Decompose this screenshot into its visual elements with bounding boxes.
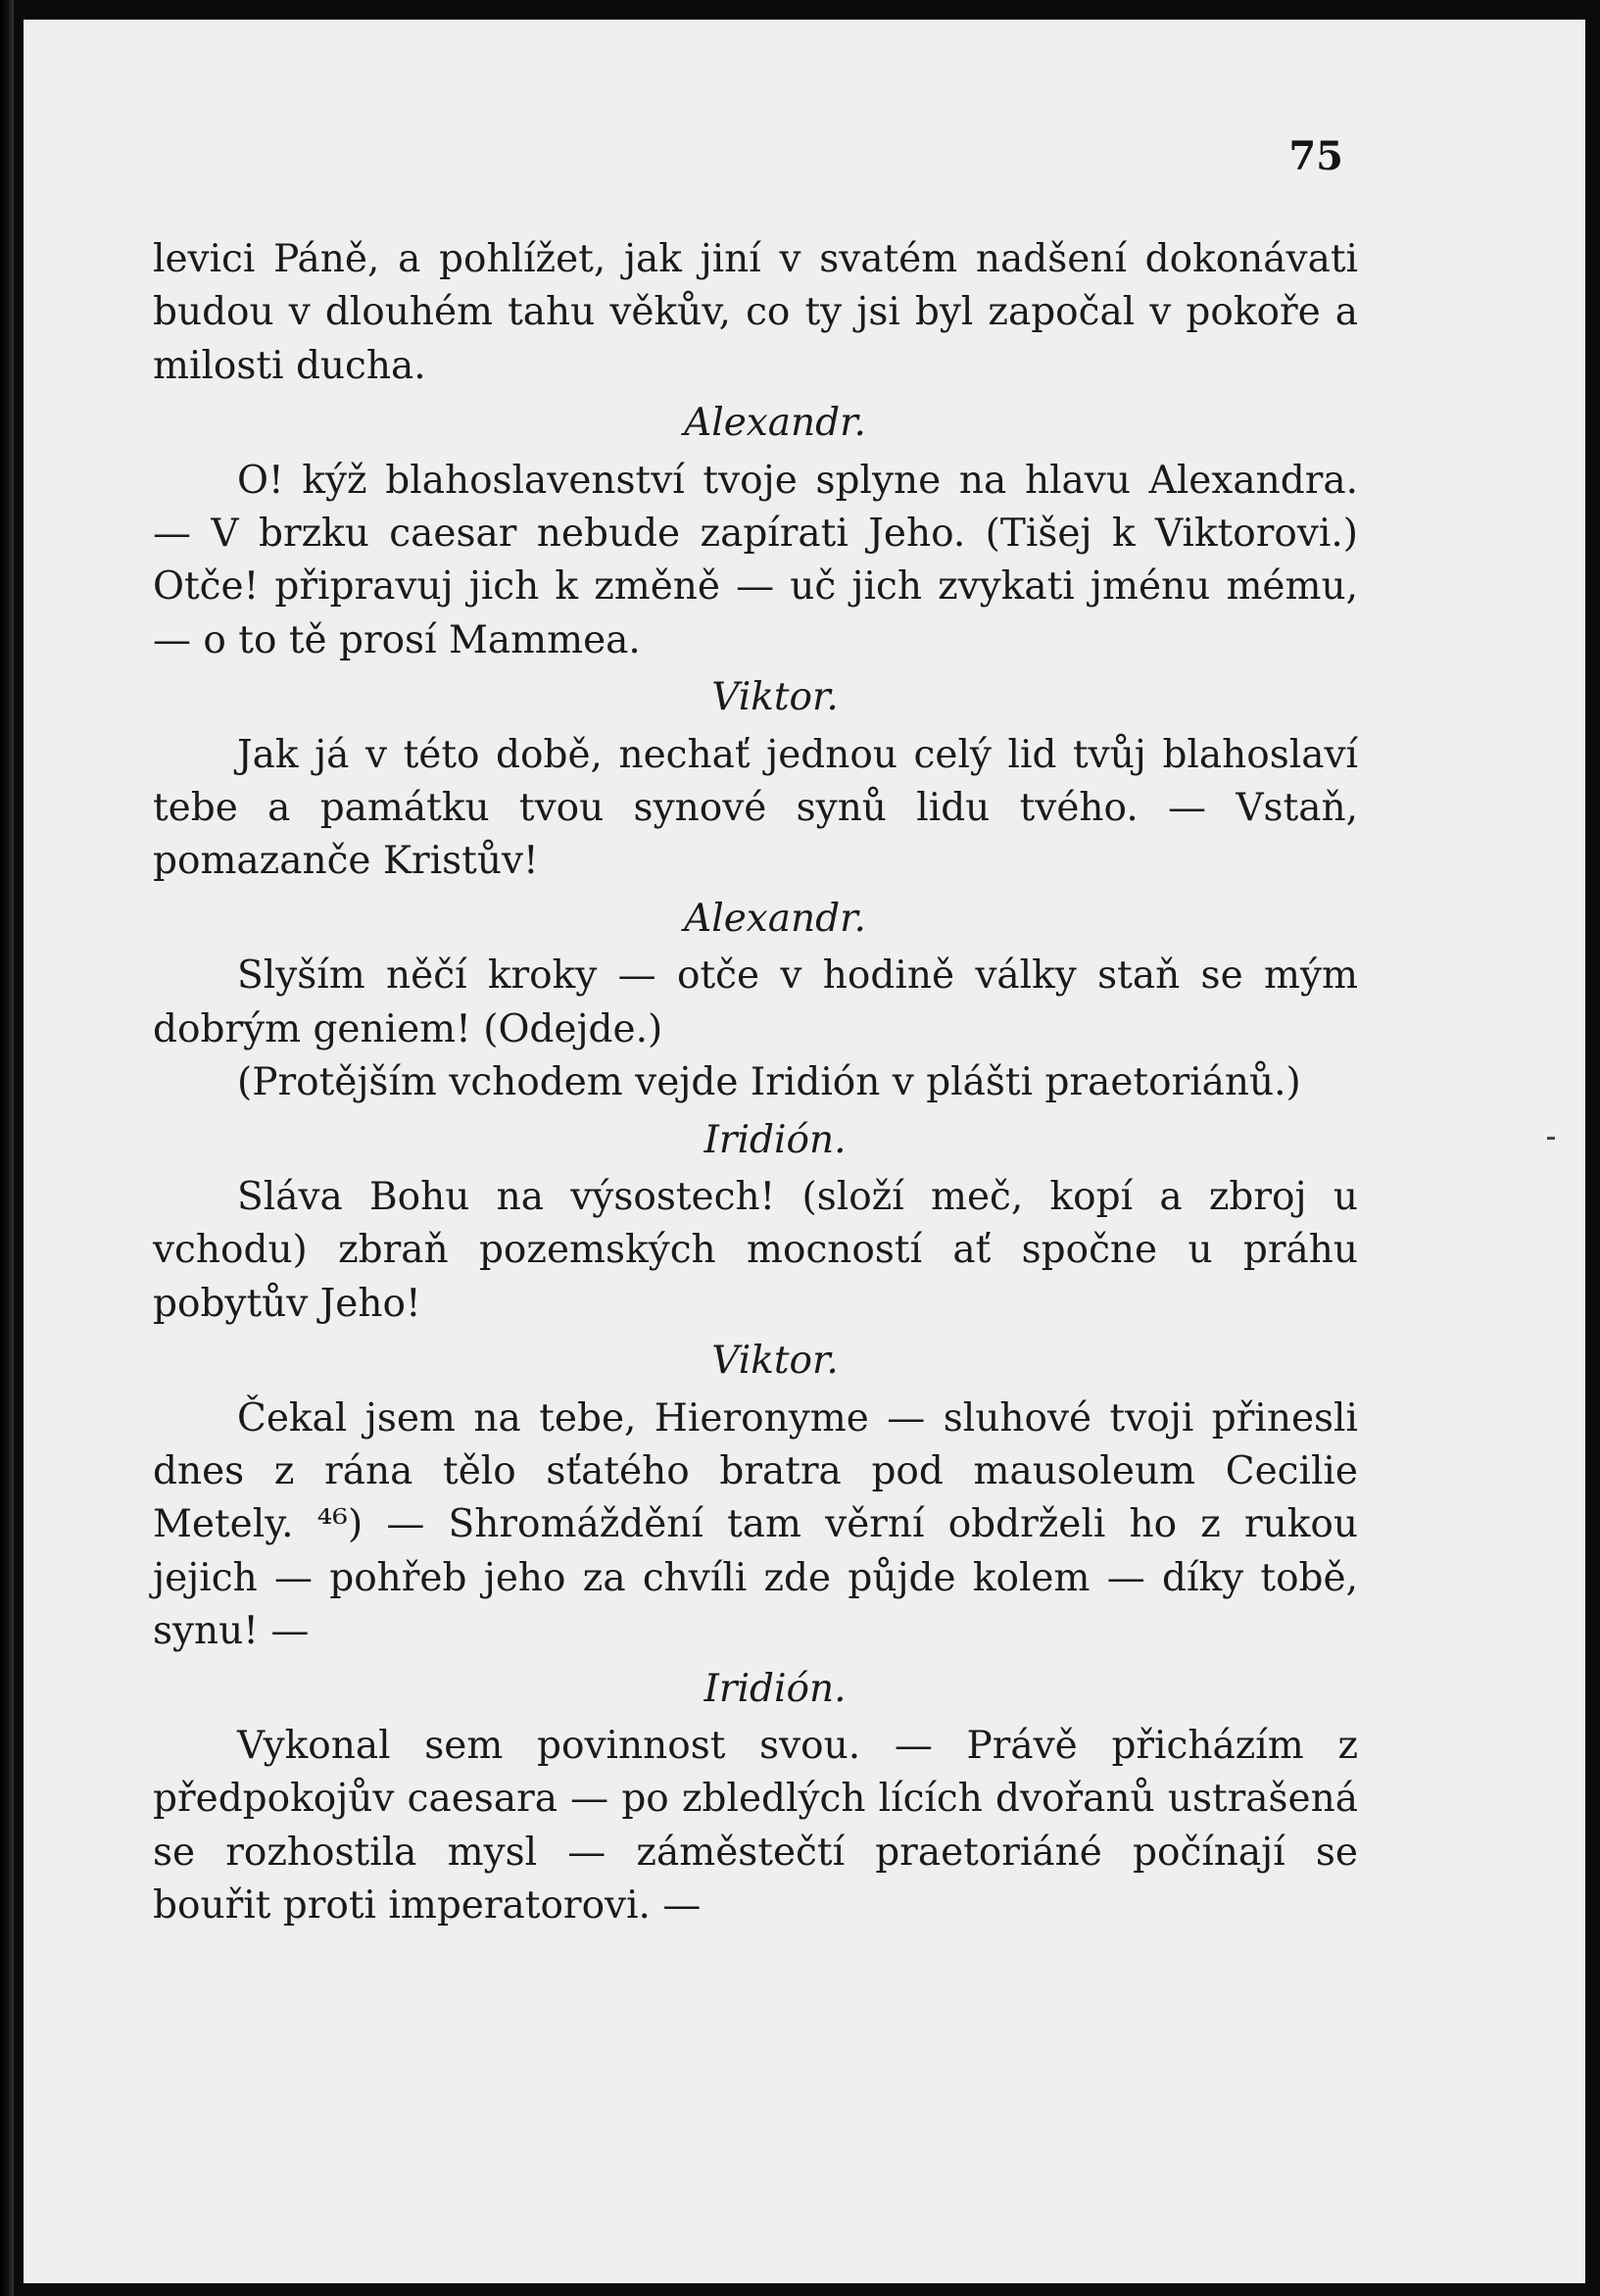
speaker-heading: Alexandr. <box>684 401 866 446</box>
speaker-heading: Iridión. <box>703 1666 847 1711</box>
text-column <box>153 233 1358 1933</box>
speaker-heading: Viktor. <box>711 1339 839 1384</box>
stage-direction: (Protějším vchodem vejde Iridión v plášti praetoriánů.) <box>237 1060 1301 1105</box>
speaker-heading: Viktor. <box>711 675 839 720</box>
paragraph: Jak já v této době, nechať jednou celý lid tvůj blahoslaví tebe a památku tvou synové synů lidu tvého. — Vstaň, pomazanče Kristův! <box>153 732 1358 884</box>
page-number: 75 <box>1288 133 1343 179</box>
paragraph: O! kýž blahoslavenství tvoje splyne na hlavu Alexandra. — V brzku caesar nebude zapírati Jeho. (Tišej k Viktorovi.) Otče! připravuj jich k změně — uč jich zvykati jménu mému, — o to tě prosí Mammea. <box>153 458 1358 662</box>
paragraph: levici Páně, a pohlížet, jak jiní v svatém nadšení dokonávati budou v dlouhém tahu věkův, co ty jsi byl započal v pokoře a milosti ducha. <box>153 237 1358 388</box>
paragraph: Čekal jsem na tebe, Hieronyme — sluhové tvoji přinesli dnes z rána tělo sťatého bratra pod mausoleum Cecilie Metely. ⁴⁶) — Shromáždění tam věrní obdrželi ho z rukou jejich — pohřeb jeho za chvíli zde půjde kolem — díky tobě, synu! — <box>153 1395 1358 1654</box>
paragraph: Slyším něčí kroky — otče v hodině války staň se mým dobrým geniem! (Odejde.) <box>153 953 1358 1051</box>
speaker-heading: Alexandr. <box>684 896 866 941</box>
speaker-heading: Iridión. <box>703 1117 847 1162</box>
paragraph: Vykonal sem povinnost svou. — Právě přicházím z předpokojův caesara — po zbledlých lících dvořanů ustrašená se rozhostila mysl — záměstečtí praetoriáné počínají se bouřit proti imperatorovi. — <box>153 1723 1358 1929</box>
book-spine-shadow <box>0 0 14 2296</box>
paragraph: Sláva Bohu na výsostech! (složí meč, kopí a zbroj u vchodu) zbraň pozemských mocností ať spočne u práhu pobytův Jeho! <box>153 1174 1358 1326</box>
margin-mark <box>1547 1137 1555 1140</box>
